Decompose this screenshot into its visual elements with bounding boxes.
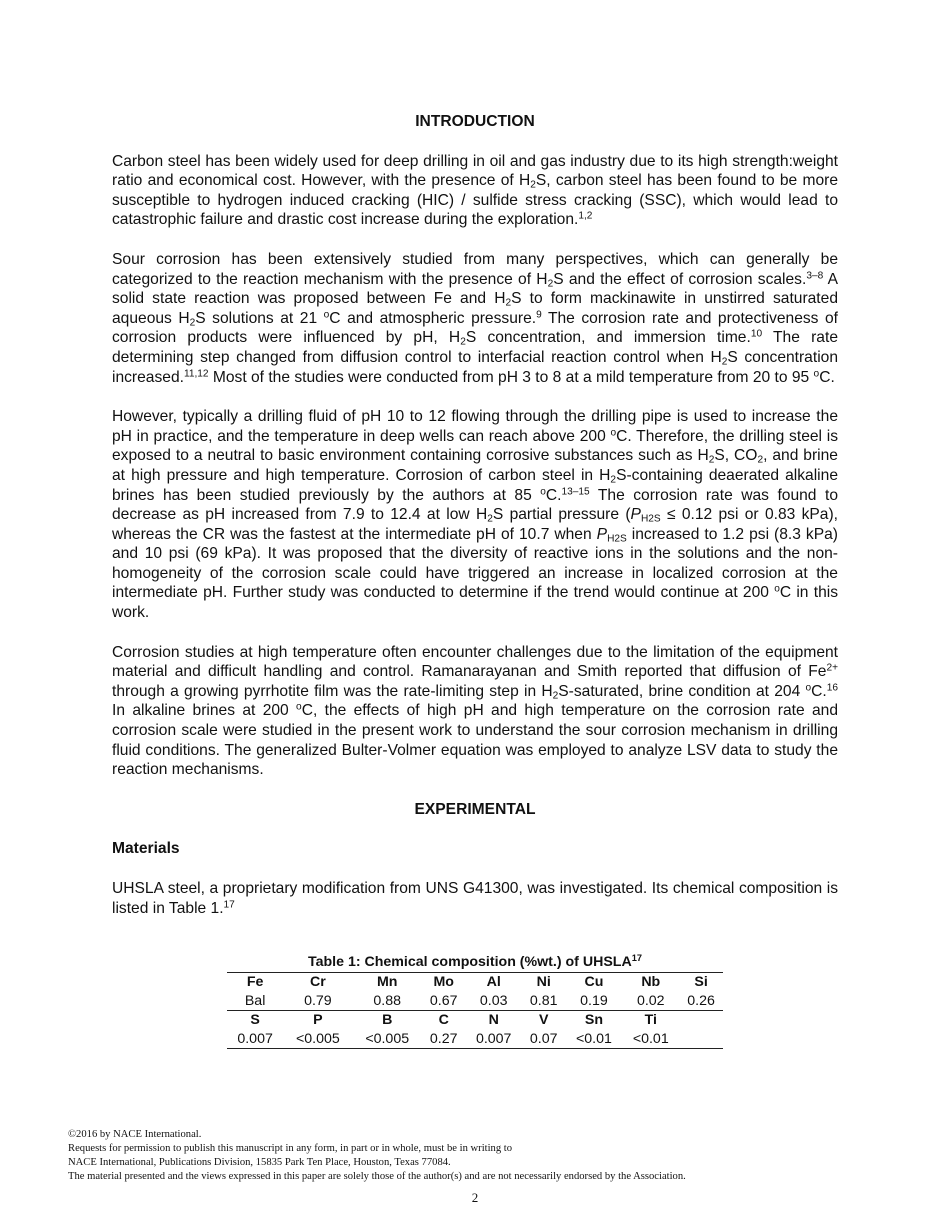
composition-table xyxy=(227,972,723,1049)
materials-paragraph: UHSLA steel, a proprietary modification from UNS G41300, was investigated. Its chemical composition is listed in Table 1.17 xyxy=(112,880,838,917)
table-row: 0.007 <0.005 <0.005 0.27 0.007 0.07 <0.01 <0.01 xyxy=(227,1030,723,1049)
table-header-row: Fe Cr Mn Mo Al Ni Cu Nb Si xyxy=(227,973,723,992)
footer-line: ©2016 by NACE International. xyxy=(68,1129,202,1140)
table-caption: Table 1: Chemical composition (%wt.) of UHSLA$^{17}$ xyxy=(308,952,642,970)
citation-ref: 1,2 xyxy=(578,210,593,222)
table-header-row: S P B C N V Sn Ti xyxy=(250,1012,657,1028)
experimental-heading: EXPERIMENTAL xyxy=(414,800,536,818)
citation-ref: 16 xyxy=(826,682,838,694)
citation-ref: 9 xyxy=(536,309,542,321)
footer-line: NACE International, Publications Division, 15835 Park Ten Place, Houston, Texas 77084. xyxy=(68,1157,451,1168)
table-row: Bal 0.79 0.88 0.67 0.03 0.81 0.19 0.02 0.26 xyxy=(227,992,723,1011)
citation-ref: 17 xyxy=(223,899,235,911)
footer-line: The material presented and the views expressed in this paper are solely those of the author(s) and are not necessarily endorsed by the Association. xyxy=(68,1171,686,1182)
materials-heading: Materials xyxy=(112,840,180,858)
footer-line: Requests for permission to publish this manuscript in any form, in part or in whole, must be in writing to xyxy=(68,1143,513,1154)
citation-ref: 10 xyxy=(750,328,763,340)
citation-ref: 11,12 xyxy=(183,367,209,379)
intro-paragraph-2: Sour corrosion has been extensively studied from many perspectives, which can generally be categorized to the reaction mechanism with the presence of $H_2S$ and the effect of corrosion scales.$^{3-8}$ A solid state reaction was proposed between Fe and $H_2S$ to form mackinawite in unstirred saturated aqueous $H_2S$ solutions at 21 $^o$C and atmospheric pressure.$^9$ The corrosion rate and protectiveness of corrosion products were influenced by pH, $H_2S$ concentration, and immersion time.$^{10}$ The rate determining step changed from diffusion control to interfacial reaction control when $H_2S$ concentration increased.$^{11,12}$ Most of the studies were conducted from pH 3 to 8 at a mild temperature from 20 to 95 $^o$C. xyxy=(112,250,839,386)
composition-table-block xyxy=(227,953,723,1049)
page-number: 2 xyxy=(471,1190,479,1205)
intro-paragraph-4: Corrosion studies at high temperature often encounter challenges due to the limitation of the equipment material and difficult handling and control. Ramanarayanan and Smith reported that diffusion of $Fe^{2+}$ through a growing pyrrhotite film was the rate-limiting step in $H_2S$-saturated, brine condition at 204 $^o$C.$^{16}$ In alkaline brines at 200 $^o$C, the effects of high pH and high temperature on the corrosion rate and corrosion scale were studied in the present work to understand the sour corrosion mechanism in drilling fluid conditions. The generalized Bulter-Volmer equation was employed to analyze LSV data to study the reaction mechanisms. xyxy=(112,643,838,779)
copyright-footer xyxy=(68,1128,888,1184)
intro-paragraph-1: Carbon steel has been widely used for deep drilling in oil and gas industry due to its high strength:weight ratio and economical cost. However, with the presence of $H_2S$, carbon steel has been found to be more susceptible to hydrogen induced cracking (HIC) / sulfide stress cracking (SSC), which would lead to catastrophic failure and drastic cost increase during the exploration.$^{1,2}$ xyxy=(112,152,838,229)
introduction-heading: INTRODUCTION xyxy=(415,113,535,130)
page-body xyxy=(112,112,838,938)
citation-ref: 13–15 xyxy=(561,485,590,497)
intro-paragraph-3: However, typically a drilling fluid of pH 10 to 12 flowing through the drilling pipe is used to increase the pH in practice, and the temperature in deep wells can reach above 200 $^o$C. Therefore, the drilling steel is exposed to a neutral to basic environment containing corrosive substances such as $H_2S$, $CO_2$, and brine at high pressure and high temperature. Corrosion of carbon steel in $H_2S$-containing deaerated alkaline brines has been studied previously by the authors at 85 $^o$C.$^{13-15}$ The corrosion rate was found to decrease as pH increased from 7.9 to 12.4 at low $H_2S$ partial pressure ($P_{H2S} \le 0.12$ psi or 0.83 kPa), whereas the CR was the fastest at the intermediate pH of 10.7 when $P_{H2S}$ increased to 1.2 psi (8.3 kPa) and 10 psi (69 kPa). It was proposed that the diversity of reactive ions in the solutions and the non-homogeneity of the corrosion scale could have triggered an increase in localized corrosion at the intermediate pH. Further study was conducted to determine if the trend would continue at 200 $^o$C in this work. xyxy=(112,408,839,622)
citation-ref: 3–8 xyxy=(806,270,824,281)
